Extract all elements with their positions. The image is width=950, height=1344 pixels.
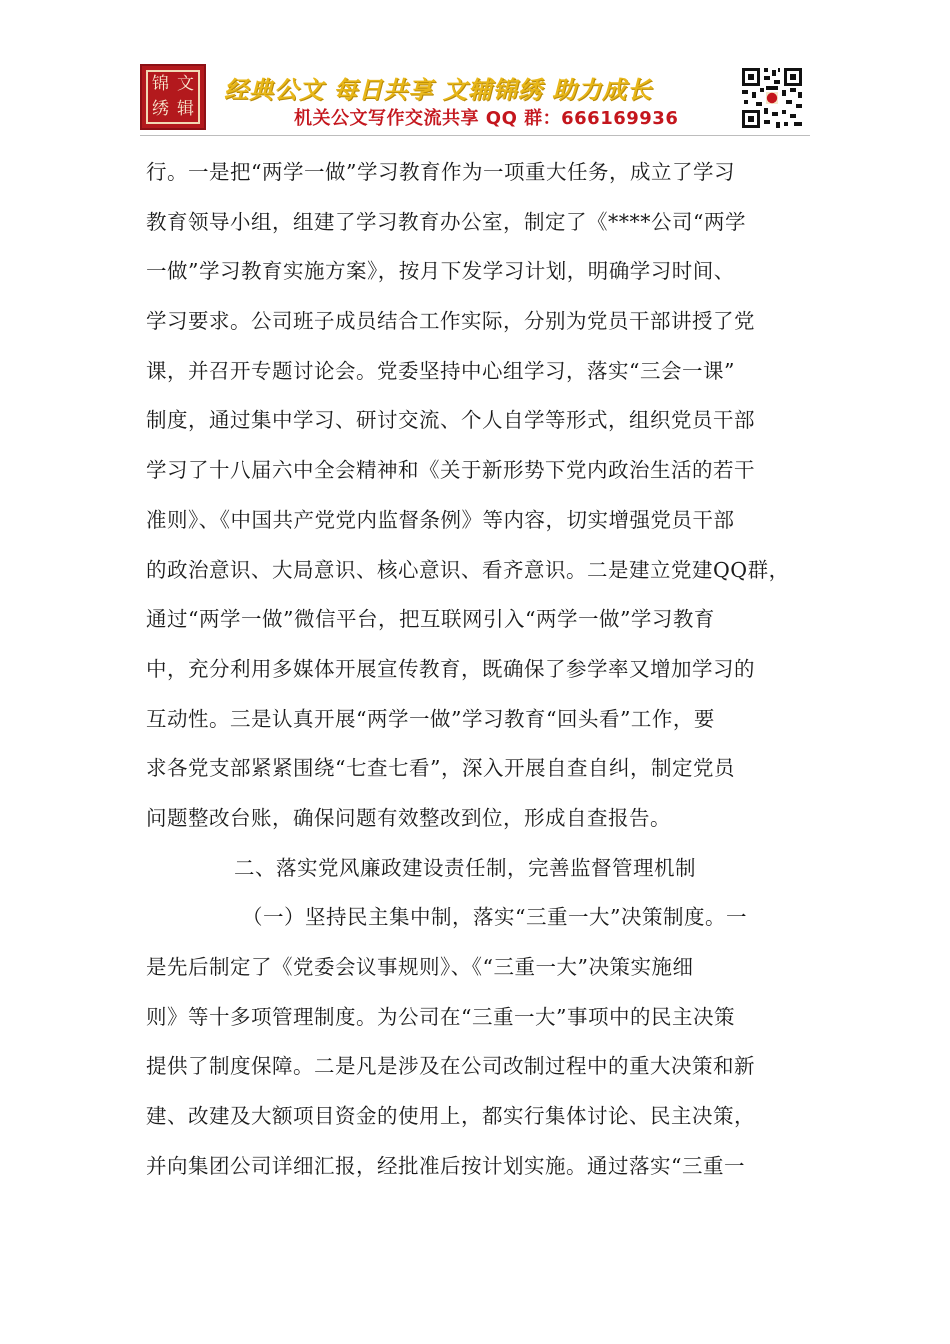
body-text-line: 建、改建及大额项目资金的使用上，都实行集体讨论、民主决策， (146, 1104, 755, 1129)
body-text-line: 的政治意识、大局意识、核心意识、看齐意识。二是建立党建QQ群， (146, 557, 790, 582)
section-heading: 二、落实党风廉政建设责任制，完善监督管理机制 (234, 855, 696, 880)
logo-char: 锦 (152, 74, 169, 94)
header-group-info: 机关公文写作交流共享 QQ 群：666169936 (294, 108, 679, 129)
header-divider (140, 135, 810, 136)
body-text-line: 课，并召开专题讨论会。党委坚持中心组学习，落实“三会一课” (146, 358, 735, 383)
body-text-line: 准则》、《中国共产党党内监督条例》等内容，切实增强党员干部 (146, 507, 735, 532)
logo-char: 文 (177, 74, 194, 94)
body-text-line: 问题整改台账，确保问题有效整改到位，形成自查报告。 (146, 805, 671, 830)
body-text-line: 是先后制定了《党委会议事规则》、《“三重一大”决策实施细 (146, 955, 694, 979)
body-text-line: 通过“两学一做”微信平台，把互联网引入“两学一做”学习教育 (146, 607, 715, 632)
body-text-line: 行。一是把“两学一做”学习教育作为一项重大任务，成立了学习 (146, 160, 735, 184)
qr-code-icon (740, 66, 804, 130)
body-text-line: 学习要求。公司班子成员结合工作实际，分别为党员干部讲授了党 (146, 309, 755, 334)
brand-logo (140, 64, 206, 130)
body-text-line: 提供了制度保障。二是凡是涉及在公司改制过程中的重大决策和新 (146, 1054, 755, 1079)
body-text-line: 则》等十多项管理制度。为公司在“三重一大”事项中的民主决策 (146, 1004, 735, 1029)
body-text-line: 制度，通过集中学习、研讨交流、个人自学等形式，组织党员干部 (146, 408, 755, 433)
page-header (140, 62, 810, 134)
body-text-line: 教育领导小组，组建了学习教育办公室，制定了《****公司“两学 (146, 209, 746, 234)
body-text-line: 中，充分利用多媒体开展宣传教育，既确保了参学率又增加学习的 (146, 656, 755, 681)
body-text-line: 一做”学习教育实施方案》，按月下发学习计划，明确学习时间、 (146, 259, 735, 284)
body-text-line: 学习了十八届六中全会精神和《关于新形势下党内政治生活的若干 (146, 458, 755, 483)
logo-char: 辑 (177, 99, 194, 119)
body-text-line: 求各党支部紧紧围绕“七查七看”，深入开展自查自纠，制定党员 (146, 756, 735, 781)
document-body (146, 148, 810, 1191)
subsection-heading: （一）坚持民主集中制，落实“三重一大”决策制度。一 (242, 905, 747, 930)
logo-char: 绣 (152, 99, 169, 119)
body-text-line: 并向集团公司详细汇报，经批准后按计划实施。通过落实“三重一 (146, 1153, 745, 1178)
body-text-line: 互动性。三是认真开展“两学一做”学习教育“回头看”工作，要 (146, 706, 715, 731)
brand-logo-seal (146, 70, 200, 124)
header-slogan: 经典公文 每日共享 文辅锦绣 助力成长 (224, 76, 653, 104)
